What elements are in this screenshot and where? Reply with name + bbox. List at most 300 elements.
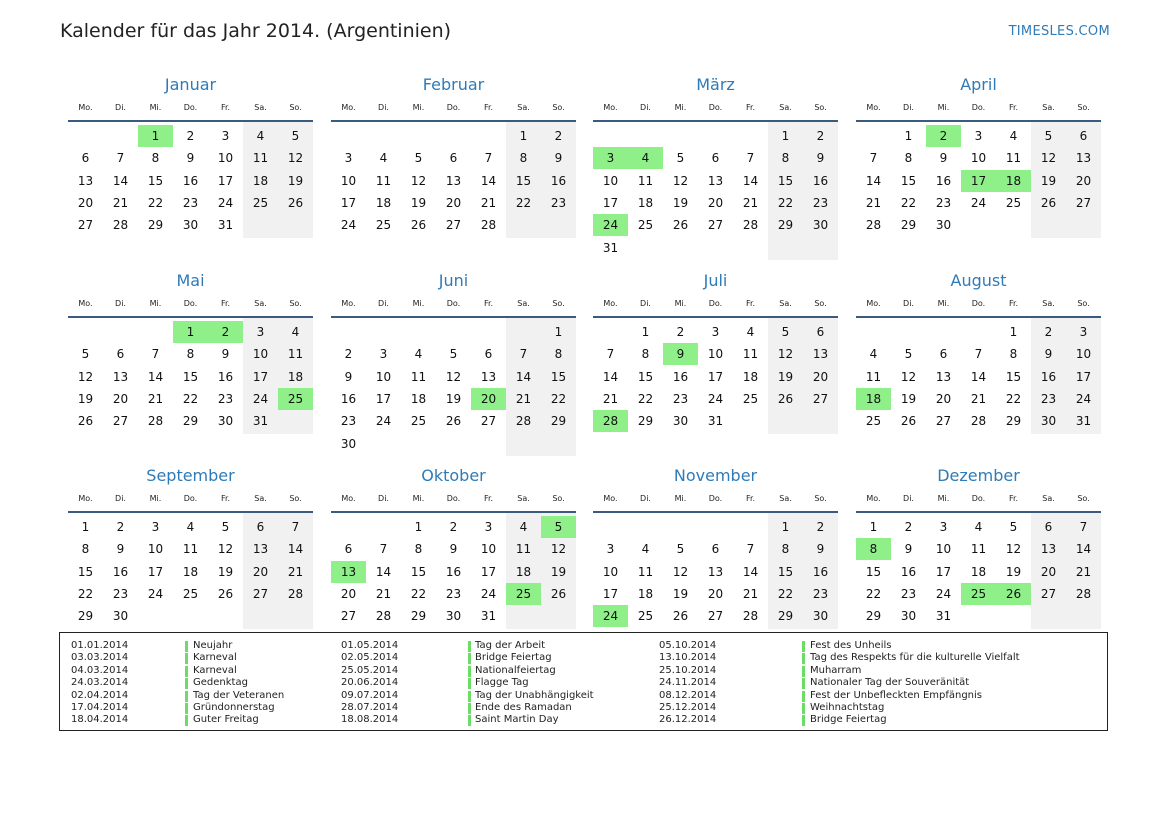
weekday-label: Fr. — [220, 299, 231, 308]
day-cell: 20 — [707, 195, 724, 210]
day-cell: 4 — [869, 347, 878, 362]
day-cell: 29 — [777, 218, 794, 233]
day-cell: 18 — [375, 195, 392, 210]
holiday-date: 24.11.2014 — [659, 677, 717, 689]
day-cell: 14 — [970, 369, 987, 384]
day-cell: 23 — [1040, 391, 1057, 406]
day-cell: 8 — [151, 151, 160, 166]
weekday-label: Di. — [640, 299, 651, 308]
holiday-date: 26.12.2014 — [659, 714, 717, 726]
day-cell: 17 — [707, 369, 724, 384]
holiday-name: Neujahr — [193, 640, 233, 651]
month-name: November — [673, 466, 758, 485]
day-cell: 27 — [1075, 195, 1092, 210]
day-cell: 1 — [554, 325, 563, 339]
day-cell: 7 — [1079, 520, 1088, 534]
day-cell: 4 — [1009, 129, 1018, 143]
day-cell: 3 — [221, 129, 230, 143]
weekday-label: Sa. — [517, 494, 530, 503]
day-cell: 27 — [445, 218, 462, 233]
weekday-label: Fr. — [220, 103, 231, 112]
day-cell: 16 — [445, 564, 462, 579]
day-cell: 2 — [449, 520, 458, 534]
day-cell: 20 — [340, 586, 357, 601]
day-cell: 6 — [449, 151, 458, 166]
weekday-label: Mi. — [937, 103, 950, 112]
day-cell: 14 — [287, 542, 304, 557]
weekday-label: Sa. — [779, 494, 792, 503]
holiday-date: 09.07.2014 — [341, 689, 399, 701]
holiday-name: Muharram — [810, 664, 862, 676]
day-cell: 18 — [410, 391, 427, 406]
day-cell: 4 — [641, 542, 650, 557]
weekday-label: Mo. — [78, 103, 93, 112]
month-name: August — [950, 271, 1007, 290]
day-cell: 24 — [707, 391, 724, 406]
day-cell: 5 — [414, 151, 423, 166]
day-cell: 26 — [287, 195, 304, 210]
weekday-label: So. — [814, 299, 827, 308]
holiday-name: Nationalfeiertag — [475, 664, 556, 676]
day-cell: 25 — [865, 414, 882, 429]
day-cell: 14 — [602, 369, 619, 384]
day-cell: 1 — [904, 129, 913, 143]
month-divider — [331, 511, 576, 513]
day-cell: 26 — [672, 609, 689, 624]
day-cell: 12 — [1040, 151, 1057, 166]
day-cell: 30 — [217, 414, 234, 429]
month-name: März — [696, 75, 735, 94]
holiday-name: Gründonnerstag — [193, 702, 275, 713]
holiday-name: Tag der Veteranen — [193, 689, 285, 701]
day-cell: 20 — [1075, 173, 1092, 188]
weekday-label: Mi. — [412, 494, 425, 503]
day-cell: 12 — [1005, 542, 1022, 557]
day-cell: 9 — [186, 151, 195, 166]
day-cell: 17 — [252, 369, 269, 384]
holiday-name: Fest des Unheils — [810, 640, 892, 651]
day-cell: 28 — [865, 218, 882, 233]
day-cell: 8 — [904, 151, 913, 166]
holiday-marker — [468, 678, 471, 689]
holiday-marker — [185, 666, 188, 677]
day-cell: 23 — [812, 195, 829, 210]
day-cell: 11 — [410, 369, 427, 384]
month-divider — [68, 120, 313, 122]
day-cell: 22 — [865, 586, 882, 601]
day-cell: 1 — [869, 520, 878, 534]
day-cell: 5 — [1009, 520, 1018, 534]
day-cell: 23 — [445, 586, 462, 601]
holiday-name: Flagge Tag — [475, 677, 529, 689]
day-cell: 13 — [112, 369, 129, 384]
day-cell: 12 — [777, 347, 794, 362]
day-cell: 14 — [742, 173, 759, 188]
day-cell: 2 — [554, 129, 563, 143]
month-dezember — [856, 466, 1101, 646]
day-cell: 11 — [637, 173, 654, 188]
holiday-day-cell: 2 — [926, 125, 961, 147]
holiday-day-cell: 20 — [471, 388, 506, 410]
day-cell: 17 — [217, 173, 234, 188]
day-cell: 7 — [606, 347, 615, 362]
weekday-label: Sa. — [517, 103, 530, 112]
day-cell: 22 — [182, 391, 199, 406]
holiday-date: 02.05.2014 — [341, 652, 399, 664]
day-cell: 26 — [777, 391, 794, 406]
day-cell: 9 — [449, 542, 458, 557]
day-cell: 14 — [147, 369, 164, 384]
day-cell: 4 — [186, 520, 195, 534]
day-cell: 13 — [935, 369, 952, 384]
month-divider — [856, 316, 1101, 318]
day-cell: 17 — [602, 586, 619, 601]
day-cell: 6 — [344, 542, 353, 557]
day-cell: 14 — [865, 173, 882, 188]
weekday-label: Mo. — [341, 494, 356, 503]
weekday-label: Mi. — [674, 299, 687, 308]
day-cell: 9 — [554, 151, 563, 166]
brand-link[interactable]: TIMESLES.COM — [1008, 24, 1110, 39]
holiday-marker — [468, 641, 471, 652]
day-cell: 21 — [515, 391, 532, 406]
day-cell: 10 — [707, 347, 724, 362]
day-cell: 26 — [217, 586, 234, 601]
day-cell: 9 — [939, 151, 948, 166]
month-august — [856, 271, 1101, 451]
day-cell: 24 — [1075, 391, 1092, 406]
day-cell: 22 — [1005, 391, 1022, 406]
holiday-marker — [185, 691, 188, 702]
day-cell: 30 — [112, 609, 129, 624]
holiday-day-cell: 3 — [593, 147, 628, 169]
day-cell: 17 — [1075, 369, 1092, 384]
weekday-label: Di. — [115, 299, 126, 308]
day-cell: 9 — [221, 347, 230, 362]
holiday-date: 28.07.2014 — [341, 702, 399, 713]
day-cell: 8 — [186, 347, 195, 362]
holiday-date: 01.01.2014 — [71, 640, 129, 651]
day-cell: 23 — [340, 414, 357, 429]
day-cell: 7 — [519, 347, 528, 362]
weekday-label: Mo. — [603, 494, 618, 503]
day-cell: 12 — [77, 369, 94, 384]
day-cell: 22 — [637, 391, 654, 406]
day-cell: 27 — [340, 609, 357, 624]
day-cell: 15 — [515, 173, 532, 188]
weekday-label: So. — [1077, 299, 1090, 308]
holiday-marker — [468, 703, 471, 714]
day-cell: 30 — [1040, 414, 1057, 429]
day-cell: 10 — [147, 542, 164, 557]
weekday-label: Di. — [115, 103, 126, 112]
day-cell: 23 — [812, 586, 829, 601]
month-name: Februar — [422, 75, 485, 94]
holiday-date: 25.10.2014 — [659, 664, 717, 676]
day-cell: 27 — [707, 218, 724, 233]
holiday-date: 08.12.2014 — [659, 689, 717, 701]
weekday-label: Mo. — [341, 103, 356, 112]
day-cell: 6 — [484, 347, 493, 362]
day-cell: 29 — [865, 609, 882, 624]
weekday-label: Do. — [183, 103, 198, 112]
day-cell: 3 — [379, 347, 388, 362]
holiday-day-cell: 17 — [961, 170, 996, 192]
day-cell: 24 — [147, 586, 164, 601]
day-cell: 23 — [672, 391, 689, 406]
day-cell: 6 — [81, 151, 90, 166]
day-cell: 6 — [816, 325, 825, 339]
day-cell: 1 — [781, 129, 790, 143]
day-cell: 23 — [182, 195, 199, 210]
day-cell: 31 — [707, 414, 724, 429]
holiday-marker — [802, 678, 805, 689]
day-cell: 21 — [375, 586, 392, 601]
holiday-marker — [185, 703, 188, 714]
day-cell: 2 — [1044, 325, 1053, 339]
holiday-day-cell: 18 — [856, 388, 891, 410]
day-cell: 27 — [112, 414, 129, 429]
weekday-label: So. — [1077, 103, 1090, 112]
holiday-day-cell: 13 — [331, 561, 366, 583]
holiday-marker — [802, 641, 805, 652]
holiday-day-cell: 28 — [593, 410, 628, 432]
holiday-name: Gedenktag — [193, 677, 248, 689]
day-cell: 28 — [970, 414, 987, 429]
weekday-label: Di. — [903, 103, 914, 112]
weekday-label: Fr. — [745, 103, 756, 112]
weekday-label: Mi. — [149, 103, 162, 112]
holiday-marker — [185, 641, 188, 652]
day-cell: 11 — [970, 542, 987, 557]
day-cell: 16 — [672, 369, 689, 384]
day-cell: 16 — [900, 564, 917, 579]
month-divider — [593, 316, 838, 318]
holiday-day-cell: 25 — [278, 388, 313, 410]
day-cell: 22 — [410, 586, 427, 601]
holiday-name: Karneval — [193, 652, 237, 664]
holiday-name: Tag des Respekts für die kulturelle Vielfalt — [810, 652, 1020, 664]
holiday-marker — [802, 653, 805, 664]
day-cell: 3 — [484, 520, 493, 534]
month-divider — [68, 316, 313, 318]
day-cell: 24 — [217, 195, 234, 210]
day-cell: 31 — [1075, 414, 1092, 429]
day-cell: 6 — [711, 542, 720, 557]
month-februar — [331, 75, 576, 255]
weekday-label: So. — [552, 299, 565, 308]
day-cell: 20 — [1040, 564, 1057, 579]
day-cell: 28 — [375, 609, 392, 624]
month-april — [856, 75, 1101, 255]
day-cell: 21 — [287, 564, 304, 579]
day-cell: 19 — [217, 564, 234, 579]
day-cell: 16 — [217, 369, 234, 384]
day-cell: 4 — [291, 325, 300, 339]
day-cell: 13 — [1040, 542, 1057, 557]
day-cell: 13 — [77, 173, 94, 188]
weekday-label: Di. — [378, 494, 389, 503]
day-cell: 5 — [781, 325, 790, 339]
day-cell: 10 — [217, 151, 234, 166]
day-cell: 26 — [77, 414, 94, 429]
day-cell: 6 — [711, 151, 720, 166]
day-cell: 3 — [939, 520, 948, 534]
day-cell: 15 — [147, 173, 164, 188]
day-cell: 21 — [602, 391, 619, 406]
holiday-marker — [468, 691, 471, 702]
month-märz — [593, 75, 838, 255]
day-cell: 29 — [1005, 414, 1022, 429]
day-cell: 8 — [641, 347, 650, 362]
day-cell: 6 — [1079, 129, 1088, 143]
day-cell: 15 — [182, 369, 199, 384]
month-divider — [331, 120, 576, 122]
day-cell: 30 — [182, 218, 199, 233]
month-divider — [331, 316, 576, 318]
day-cell: 5 — [676, 542, 685, 557]
day-cell: 8 — [81, 542, 90, 557]
month-name: Mai — [176, 271, 205, 290]
day-cell: 10 — [252, 347, 269, 362]
day-cell: 11 — [375, 173, 392, 188]
weekday-label: Sa. — [254, 494, 267, 503]
day-cell: 11 — [515, 542, 532, 557]
day-cell: 31 — [252, 414, 269, 429]
holiday-day-cell: 4 — [628, 147, 663, 169]
holiday-marker — [468, 715, 471, 726]
day-cell: 19 — [77, 391, 94, 406]
day-cell: 16 — [935, 173, 952, 188]
weekday-label: Di. — [903, 494, 914, 503]
month-juli — [593, 271, 838, 451]
day-cell: 21 — [865, 195, 882, 210]
day-cell: 14 — [742, 564, 759, 579]
holiday-date: 01.05.2014 — [341, 640, 399, 651]
holiday-date: 20.06.2014 — [341, 677, 399, 689]
day-cell: 2 — [116, 520, 125, 534]
day-cell: 19 — [550, 564, 567, 579]
day-cell: 23 — [900, 586, 917, 601]
day-cell: 5 — [291, 129, 300, 143]
day-cell: 21 — [970, 391, 987, 406]
day-cell: 26 — [900, 414, 917, 429]
day-cell: 15 — [1005, 369, 1022, 384]
weekday-label: Mi. — [674, 494, 687, 503]
day-cell: 20 — [77, 195, 94, 210]
holiday-day-cell: 25 — [961, 583, 996, 605]
day-cell: 2 — [676, 325, 685, 339]
day-cell: 8 — [1009, 347, 1018, 362]
holiday-marker — [802, 703, 805, 714]
day-cell: 10 — [340, 173, 357, 188]
day-cell: 12 — [672, 173, 689, 188]
weekday-label: Sa. — [1042, 103, 1055, 112]
month-name: September — [146, 466, 235, 485]
day-cell: 5 — [904, 347, 913, 362]
day-cell: 8 — [781, 151, 790, 166]
day-cell: 10 — [970, 151, 987, 166]
month-name: April — [960, 75, 997, 94]
day-cell: 16 — [1040, 369, 1057, 384]
day-cell: 4 — [519, 520, 528, 534]
day-cell: 19 — [1005, 564, 1022, 579]
month-name: Januar — [164, 75, 217, 94]
holiday-marker — [185, 715, 188, 726]
day-cell: 6 — [116, 347, 125, 362]
day-cell: 28 — [742, 609, 759, 624]
day-cell: 23 — [112, 586, 129, 601]
day-cell: 30 — [340, 436, 357, 451]
day-cell: 26 — [1040, 195, 1057, 210]
holiday-day-cell: 25 — [506, 583, 541, 605]
holiday-day-cell: 24 — [593, 605, 628, 627]
weekday-label: So. — [552, 494, 565, 503]
day-cell: 31 — [935, 609, 952, 624]
holiday-date: 03.03.2014 — [71, 652, 129, 664]
day-cell: 30 — [812, 218, 829, 233]
day-cell: 6 — [939, 347, 948, 362]
day-cell: 9 — [904, 542, 913, 557]
month-november — [593, 466, 838, 646]
day-cell: 28 — [287, 586, 304, 601]
day-cell: 11 — [742, 347, 759, 362]
day-cell: 26 — [550, 586, 567, 601]
day-cell: 1 — [519, 129, 528, 143]
weekday-label: Mo. — [866, 103, 881, 112]
weekday-label: Fr. — [483, 103, 494, 112]
day-cell: 30 — [445, 609, 462, 624]
weekday-label: Sa. — [779, 103, 792, 112]
day-cell: 22 — [550, 391, 567, 406]
day-cell: 7 — [869, 151, 878, 166]
weekday-label: Di. — [640, 494, 651, 503]
page-title: Kalender für das Jahr 2014. (Argentinien) — [60, 20, 452, 42]
weekday-label: Do. — [708, 103, 723, 112]
day-cell: 5 — [81, 347, 90, 362]
day-cell: 29 — [410, 609, 427, 624]
day-cell: 3 — [711, 325, 720, 339]
day-cell: 26 — [410, 218, 427, 233]
weekday-label: Fr. — [1008, 299, 1019, 308]
day-cell: 19 — [777, 369, 794, 384]
weekday-label: So. — [552, 103, 565, 112]
holiday-name: Ende des Ramadan — [475, 702, 572, 713]
day-cell: 8 — [414, 542, 423, 557]
weekday-label: Mi. — [149, 299, 162, 308]
month-januar — [68, 75, 313, 255]
month-name: Oktober — [421, 466, 486, 485]
day-cell: 2 — [344, 347, 353, 362]
weekday-label: Fr. — [483, 299, 494, 308]
day-cell: 16 — [112, 564, 129, 579]
day-cell: 11 — [287, 347, 304, 362]
holiday-day-cell: 5 — [541, 516, 576, 538]
day-cell: 8 — [554, 347, 563, 362]
weekday-label: Mo. — [603, 103, 618, 112]
day-cell: 29 — [182, 414, 199, 429]
day-cell: 9 — [1044, 347, 1053, 362]
weekday-label: Do. — [446, 494, 461, 503]
day-cell: 5 — [676, 151, 685, 166]
holiday-date: 13.10.2014 — [659, 652, 717, 664]
holiday-date: 04.03.2014 — [71, 664, 129, 676]
weekday-label: So. — [814, 103, 827, 112]
day-cell: 3 — [151, 520, 160, 534]
day-cell: 31 — [480, 609, 497, 624]
day-cell: 22 — [515, 195, 532, 210]
holiday-date: 18.04.2014 — [71, 714, 129, 726]
